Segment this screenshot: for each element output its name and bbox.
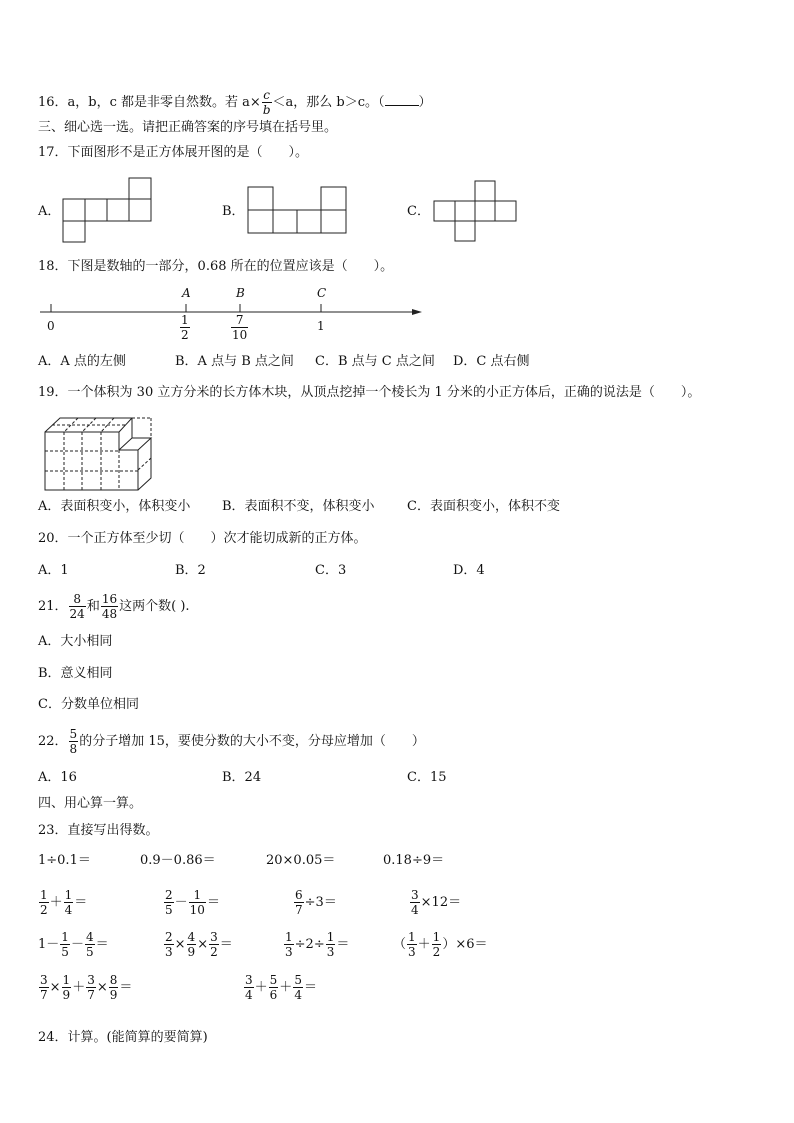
net-figure-c [434, 181, 518, 243]
question-16: 16．a，b，c 都是非零自然数。若 a× $\frac{c}{b}$ ＜a，那么 b＞c。（ ） [38, 88, 432, 117]
question-18: 18．下图是数轴的一部分，0.68 所在的位置应该是（ ）。 [38, 259, 394, 274]
option-b: B． [222, 204, 245, 219]
option-c: C．表面积变小，体积不变 [407, 499, 560, 514]
point-c-label: C [317, 286, 327, 300]
option-b: B．意义相同 [38, 666, 113, 681]
calc-item: 1÷0.1＝ [38, 853, 91, 868]
calc-item: 0.18÷9＝ [383, 853, 445, 868]
question-20: 20．一个正方体至少切（ ）次才能切成新的正方体。 [38, 531, 367, 546]
calc-item: 0.9－0.86＝ [140, 853, 216, 868]
calc-item: $\frac{6}{7}$ ÷3＝ [295, 888, 337, 917]
option-a: A．16 [38, 770, 77, 785]
question-23: 23．直接写出得数。 [38, 823, 159, 838]
calc-item: $\frac{2}{5}$ － $\frac{1}{10}$ ＝ [165, 888, 220, 917]
net-figure-b [248, 187, 348, 235]
option-b: B．A 点与 B 点之间 [175, 354, 294, 369]
option-d: D．4 [453, 563, 485, 578]
option-a: A．表面积变小，体积变小 [38, 499, 191, 514]
option-a: A． [38, 204, 61, 219]
question-21: 21． $\frac{8}{24}$ 和 $\frac{16}{48}$ 这两个数( ). [38, 592, 190, 621]
question-number: 16． [38, 95, 68, 110]
fraction: $\frac{8}{24}$ [69, 592, 85, 621]
calc-item: $\frac{3}{4}$ ×12＝ [411, 888, 462, 917]
calc-item: 20×0.05＝ [266, 853, 336, 868]
option-b: B．24 [222, 770, 262, 785]
question-22: 22． $\frac{5}{8}$ 的分子增加 15，要使分数的大小不变，分母应增加（ ） [38, 727, 425, 756]
fraction: $\frac{5}{8}$ [69, 727, 78, 756]
point-a-label: A [182, 286, 191, 300]
answer-blank[interactable] [385, 93, 419, 106]
calc-item: $\frac{1}{3}$ ÷2÷ $\frac{1}{3}$ ＝ [285, 930, 350, 959]
option-a: A．A 点的左侧 [38, 354, 126, 369]
cuboid-figure [44, 416, 156, 492]
net-figure-a [63, 178, 155, 244]
tick-label-half: $\frac{1}{2}$ [181, 313, 189, 342]
option-a: A．1 [38, 563, 69, 578]
question-text: a，b，c 都是非零自然数。若 a× [67, 95, 261, 110]
calc-item: $\frac{1}{2}$ ＋ $\frac{1}{4}$ ＝ [40, 888, 88, 917]
option-d: D．C 点右侧 [453, 354, 530, 369]
section-3-heading: 三、细心选一选。请把正确答案的序号填在括号里。 [38, 120, 338, 135]
option-a: A．大小相同 [38, 634, 113, 649]
option-c: C．3 [315, 563, 347, 578]
tick-label-seven-tenths: $\frac{7}{10}$ [232, 313, 248, 342]
option-c: C． [407, 204, 430, 219]
option-c: C．B 点与 C 点之间 [315, 354, 435, 369]
calc-item: （ $\frac{1}{3}$ ＋ $\frac{1}{2}$ ）×6＝ [393, 930, 488, 959]
section-4-heading: 四、用心算一算。 [38, 796, 143, 811]
calc-item: $\frac{3}{7}$ × $\frac{1}{9}$ ＋ $\frac{3}{7}$ × $\frac{8}{9}$ ＝ [40, 973, 133, 1002]
calc-item: $\frac{3}{4}$ ＋ $\frac{5}{6}$ ＋ $\frac{5}{4}$ ＝ [245, 973, 317, 1002]
option-b: B．2 [175, 563, 206, 578]
point-b-label: B [236, 286, 245, 300]
option-b: B．表面积不变，体积变小 [222, 499, 375, 514]
fraction: $\frac{16}{48}$ [101, 592, 118, 621]
tick-label-one: 1 [317, 319, 325, 333]
tick-label-zero: 0 [47, 319, 55, 333]
option-c: C．15 [407, 770, 447, 785]
question-19: 19．一个体积为 30 立方分米的长方体木块，从顶点挖掉一个棱长为 1 分米的小正方体后，正确的说法是（ ）。 [38, 385, 701, 400]
calc-item: $\frac{2}{3}$ × $\frac{4}{9}$ × $\frac{3}{2}$ ＝ [165, 930, 233, 959]
question-24: 24．计算。(能简算的要简算) [38, 1030, 208, 1045]
question-text: ＜a，那么 b＞c。（ [272, 95, 385, 110]
calc-item: 1－ $\frac{1}{5}$ － $\frac{4}{5}$ ＝ [38, 930, 109, 959]
option-c: C．分数单位相同 [38, 697, 139, 712]
question-17: 17．下面图形不是正方体展开图的是（ ）。 [38, 145, 309, 160]
fraction: $\frac{c}{b}$ [262, 88, 271, 117]
